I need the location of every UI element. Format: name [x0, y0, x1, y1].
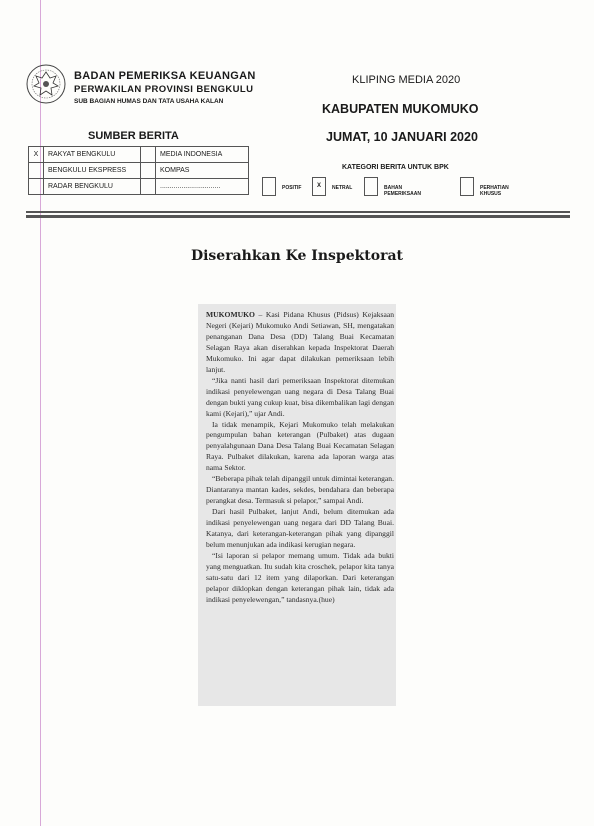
source-mark: X: [29, 147, 44, 163]
source-name: ...............................: [156, 179, 249, 195]
article-paragraph: “Isi laporan si pelapor memang umum. Tidak ada bukti yang menguatkan. Itu sudah kita croschek, pelapor kita tanya satu-satu dari 12 item yang dilaporkan. Dari keterangan pelapor diklopkan dengan keterangan pihak lain, tidak ada indikasi penyelewengan,” tandasnya.(hue): [206, 550, 394, 604]
article-paragraph: Dari hasil Pulbaket, lanjut Andi, belum ditemukan ada indikasi penyelewengan uang negara dari DD Talang Buai. Katanya, dari keterangan-keterangan pihak yang dipanggil belum menunjukan ada indikasi kerugian negara.: [206, 507, 394, 550]
source-mark: [29, 179, 44, 195]
source-name: KOMPAS: [156, 163, 249, 179]
letterhead: [24, 62, 324, 122]
checkbox-netral: X: [312, 177, 326, 196]
checkbox-label: NETRAL: [332, 185, 353, 191]
table-row: [29, 179, 249, 195]
margin-line: [40, 0, 41, 826]
checkbox-label: PERHATIAN KHUSUS: [480, 185, 509, 197]
divider: [26, 215, 570, 218]
news-source-table: [28, 146, 249, 195]
article-lead: MUKOMUKO: [206, 310, 255, 319]
source-name: RADAR BENGKULU: [44, 179, 141, 195]
checkbox-perhatian-khusus: [460, 177, 474, 196]
article-body: [206, 310, 394, 606]
kliping-title: KLIPING MEDIA 2020: [352, 74, 461, 86]
checkbox-positif: [262, 177, 276, 196]
paragraph-text: – Kasi Pidana Khusus (Pidsus) Kejaksaan Negeri (Kejari) Mukomuko Andi Setiawan, SH, mengatakan penanganan Dana Desa (DD) Talang Buai Kecamatan Selagan Raya akan diserahkan kepada Inspektorat Daerah Mukomuko. Ini agar dapat dilakukan pemeriksaan lebih lanjut.: [206, 310, 394, 374]
garuda-emblem-icon: [24, 62, 68, 106]
source-mark: [141, 179, 156, 195]
kabupaten-title: KABUPATEN MUKOMUKO: [322, 102, 479, 116]
article-paragraph: [206, 310, 394, 376]
newspaper-clipping: [198, 304, 396, 706]
article-paragraph: “Beberapa pihak telah dipanggil untuk dimintai keterangan. Diantaranya mantan kades, sekdes, bendahara dan beberapa perangkat desa. Termasuk si pelapor,” sampai Andi.: [206, 474, 394, 506]
source-name: MEDIA INDONESIA: [156, 147, 249, 163]
table-row: [29, 163, 249, 179]
kategori-title: KATEGORI BERITA UNTUK BPK: [342, 164, 449, 171]
article-headline: Diserahkan Ke Inspektorat: [190, 248, 404, 264]
source-name: RAKYAT BENGKULU: [44, 147, 141, 163]
checkbox-bahan-pemeriksaan: [364, 177, 378, 196]
source-mark: [141, 163, 156, 179]
org-subdivision: SUB BAGIAN HUMAS DAN TATA USAHA KALAN: [74, 98, 224, 105]
org-branch: PERWAKILAN PROVINSI BENGKULU: [74, 84, 254, 95]
clipping-date: JUMAT, 10 JANUARI 2020: [326, 130, 478, 144]
table-row: [29, 147, 249, 163]
source-mark: [29, 163, 44, 179]
sumber-berita-title: SUMBER BERITA: [88, 130, 179, 142]
article-paragraph: “Jika nanti hasil dari pemeriksaan Inspektorat ditemukan indikasi penyelewengan uang negara di Desa Talang Buai dengan bukti yang cukup kuat, bisa dikembalikan lagi dengan kami (Kejari),” ujar Andi.: [206, 375, 394, 418]
divider: [26, 211, 570, 213]
checkbox-label: POSITIF: [282, 185, 302, 191]
source-name: BENGKULU EKSPRESS: [44, 163, 141, 179]
checkbox-label: BAHAN PEMERIKSAAN: [384, 185, 421, 197]
article-paragraph: Ia tidak menampik, Kejari Mukomuko telah melakukan pengumpulan bahan keterangan (Pulbaket) atas dugaan penyalahgunaan Dana Desa Talang Buai Kecamatan Selagan Raya. Pulbaket dilakukan, karena ada laporan warga atas nama Sektor.: [206, 419, 394, 473]
source-mark: [141, 147, 156, 163]
org-name: BADAN PEMERIKSA KEUANGAN: [74, 70, 256, 82]
